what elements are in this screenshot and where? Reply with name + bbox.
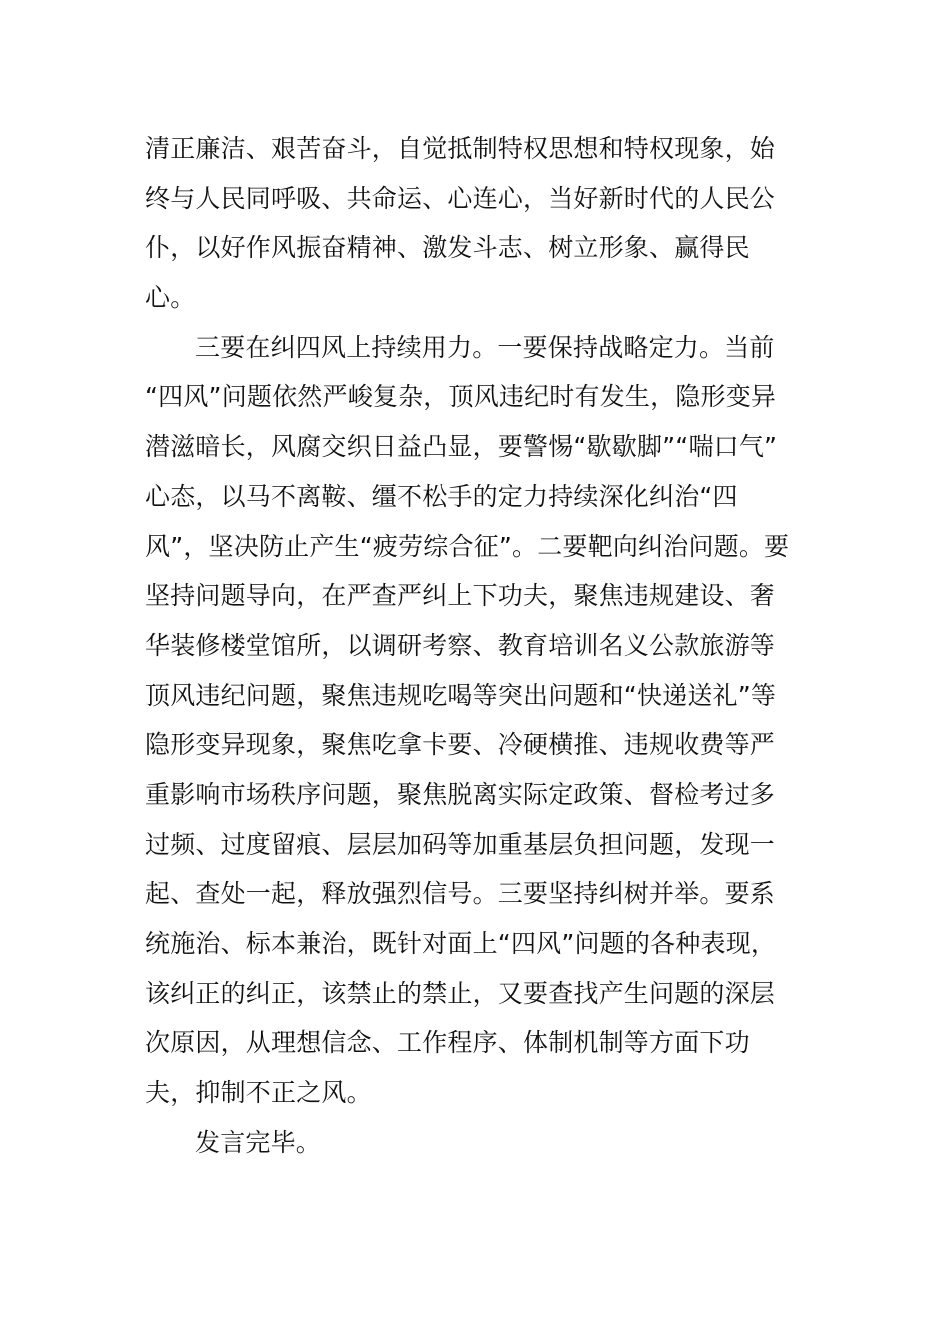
text-line: 终与人民同呼吸、共命运、心连心，当好新时代的人民公 (145, 183, 776, 213)
document-page (145, 124, 805, 1167)
text-line: 风”，坚决防止产生“疲劳综合征”。二要靶向纠治问题。要 (145, 531, 790, 561)
closing-line: 发言完毕。 (195, 1127, 322, 1157)
text-line: 隐形变异现象，聚焦吃拿卡要、冷硬横推、违规收费等严 (145, 730, 776, 760)
text-line: “四风”问题依然严峻复杂，顶风违纪时有发生，隐形变异 (145, 382, 777, 412)
text-line: 次原因，从理想信念、工作程序、体制机制等方面下功 (145, 1028, 750, 1058)
text-line: 心。 (145, 283, 196, 313)
text-line: 仆，以好作风振奋精神、激发斗志、树立形象、赢得民 (145, 233, 750, 263)
text-line: 起、查处一起，释放强烈信号。三要坚持纠树并举。要系 (145, 879, 776, 909)
text-line: 顶风违纪问题，聚焦违规吃喝等突出问题和“快递送礼”等 (145, 680, 777, 710)
text-line: 统施治、标本兼治，既针对面上“四风”问题的各种表现， (145, 929, 777, 958)
text-line: 坚持问题导向，在严查严纠上下功夫，聚焦违规建设、奢 (145, 581, 776, 611)
paragraph-3 (145, 1118, 805, 1168)
text-line: 三要在纠四风上持续用力。一要保持战略定力。当前 (195, 332, 775, 362)
text-line: 该纠正的纠正，该禁止的禁止，又要查找产生问题的深层 (145, 978, 776, 1008)
text-line: 华装修楼堂馆所，以调研考察、教育培训名义公款旅游等 (145, 630, 776, 660)
paragraph-2 (145, 323, 805, 1118)
paragraph-1 (145, 124, 805, 323)
text-line: 过频、过度留痕、层层加码等加重基层负担问题，发现一 (145, 829, 776, 859)
text-line: 心态，以马不离鞍、缰不松手的定力持续深化纠治“四 (145, 481, 738, 511)
text-line: 清正廉洁、艰苦奋斗，自觉抵制特权思想和特权现象，始 (145, 134, 776, 163)
text-line: 潜滋暗长，风腐交织日益凸显，要警惕“歇歇脚”“喘口气” (145, 432, 778, 462)
text-line: 夫，抑制不正之风。 (145, 1078, 372, 1108)
text-line: 重影响市场秩序问题，聚焦脱离实际定政策、督检考过多 (145, 779, 776, 809)
